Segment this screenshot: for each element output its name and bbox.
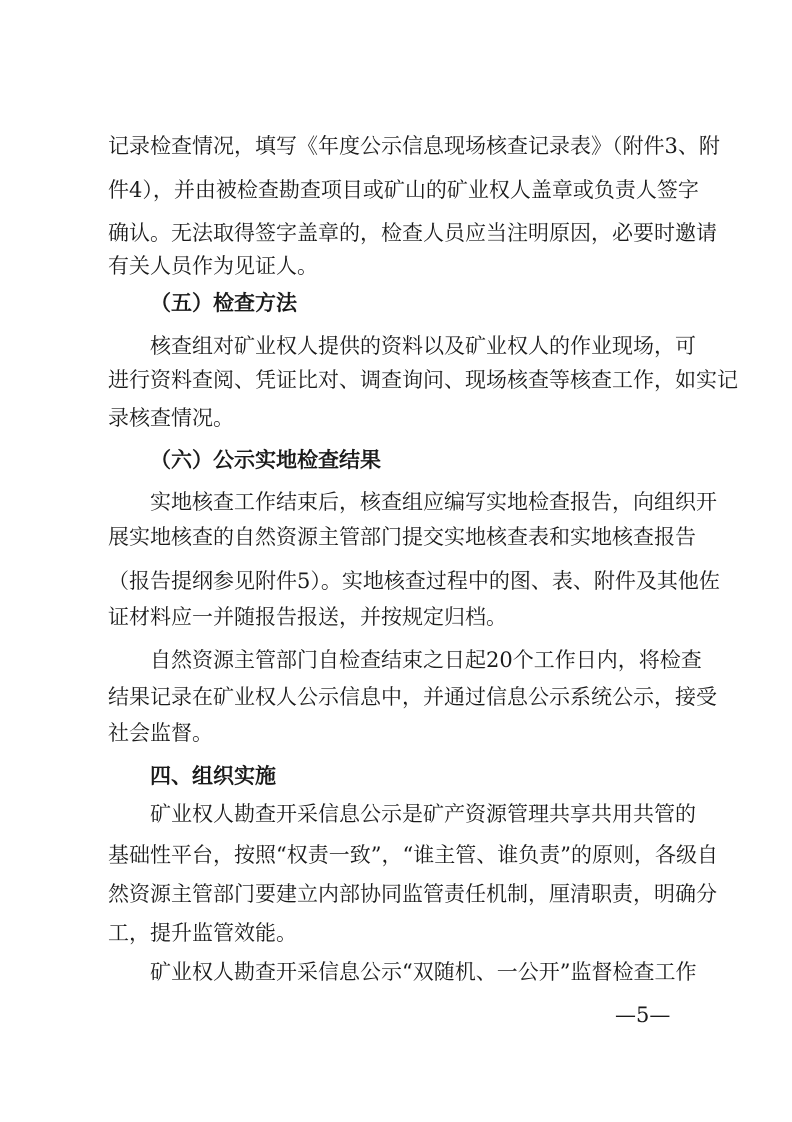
chapter-heading: 四、组织实施 — [150, 764, 276, 788]
paragraph-start: 核查组对矿业权人提供的资料以及矿业权人的作业现场，可 — [150, 334, 696, 358]
paragraph-start: 实地核查工作结束后，核查组应编写实地检查报告，向组织开 — [150, 490, 717, 514]
body-line: 结果记录在矿业权人公示信息中，并通过信息公示系统公示，接受 — [108, 685, 717, 709]
paragraph-start: 矿业权人勘查开采信息公示“双随机、一公开”监督检查工作 — [150, 960, 697, 984]
body-line: 基础性平台，按照“权责一致”，“谁主管、谁负责”的原则，各级自 — [108, 843, 718, 867]
body-line: 件4），并由被检查勘查项目或矿山的矿业权人盖章或负责人签字 — [108, 178, 699, 202]
paragraph-start: 自然资源主管部门自检查结束之日起20个工作日内，将检查 — [150, 648, 702, 672]
body-line: 有关人员作为见证人。 — [108, 254, 318, 278]
body-line: 证材料应一并随报告报送，并按规定归档。 — [108, 605, 507, 629]
page-number: —5— — [615, 1003, 671, 1027]
body-line: 社会监督。 — [108, 721, 213, 745]
body-line: 录核查情况。 — [108, 406, 234, 430]
body-line: 工，提升监管效能。 — [108, 921, 297, 945]
paragraph-start: 矿业权人勘查开采信息公示是矿产资源管理共享共用共管的 — [150, 802, 696, 826]
body-line: 展实地核查的自然资源主管部门提交实地核查表和实地核查报告 — [108, 525, 696, 549]
body-line: 确认。无法取得签字盖章的，检查人员应当注明原因，必要时邀请 — [108, 221, 717, 245]
section-heading: （六）公示实地检查结果 — [150, 448, 381, 472]
body-line: （报告提纲参见附件5）。实地核查过程中的图、表、附件及其他佐 — [108, 569, 720, 593]
body-line: 记录检查情况，填写《年度公示信息现场核查记录表》（附件3、附 — [108, 134, 720, 158]
section-heading: （五）检查方法 — [150, 291, 297, 315]
body-line: 然资源主管部门要建立内部协同监管责任机制，厘清职责，明确分 — [108, 882, 717, 906]
body-line: 进行资料查阅、凭证比对、调查询问、现场核查等核查工作，如实记 — [108, 368, 738, 392]
